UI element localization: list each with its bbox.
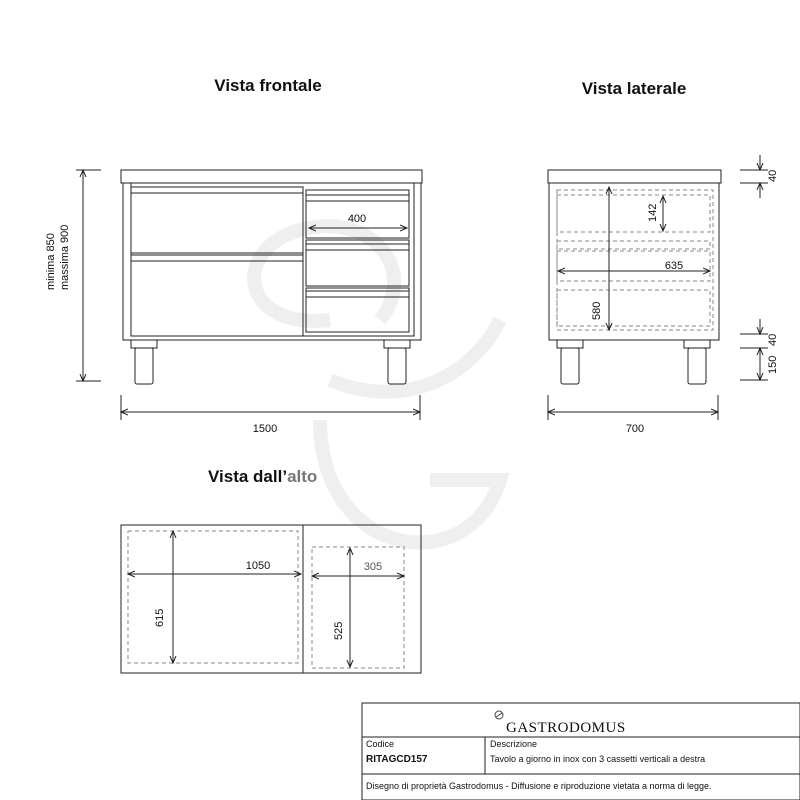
- top-view: [121, 467, 421, 673]
- side-dim-top: 40: [767, 169, 779, 182]
- description-value: Tavolo a giorno in inox con 3 cassetti verticali a destra: [490, 754, 706, 764]
- title-block: [362, 703, 800, 800]
- code-value: RITAGCD157: [366, 754, 428, 765]
- front-dim-width-lines: [121, 395, 420, 420]
- top-dim-open-width: 1050: [245, 560, 271, 572]
- side-view-hidden: [557, 190, 713, 330]
- front-dim-height-max: massima 900: [59, 224, 71, 290]
- side-dim-depth: 700: [625, 423, 645, 435]
- front-dim-drawer-width: 400: [347, 213, 367, 225]
- side-dim-drawer-height: 142: [647, 203, 659, 222]
- description-label: Descrizione: [490, 739, 538, 749]
- side-dim-inner-depth: 635: [664, 260, 684, 272]
- side-dim-shelf: 40: [767, 333, 779, 346]
- front-view-title: Vista frontale: [214, 76, 322, 95]
- front-dim-height-min: minima 850: [45, 233, 57, 290]
- top-dims-lines: [128, 531, 404, 667]
- front-dim-width: 1500: [252, 423, 278, 435]
- side-dim-legs: 150: [767, 355, 779, 374]
- top-view-title: Vista dall’alto: [208, 467, 318, 486]
- top-dim-drawer-width: 305: [363, 561, 383, 573]
- top-view-hidden: [128, 531, 404, 668]
- code-label: Codice: [366, 739, 395, 749]
- top-dim-open-depth: 615: [154, 608, 166, 627]
- side-view-title: Vista laterale: [581, 79, 687, 98]
- front-view-body: [121, 170, 422, 384]
- watermark-logo: [254, 226, 500, 542]
- top-dim-drawer-depth: 525: [333, 621, 345, 640]
- front-view: [45, 76, 422, 435]
- side-view: [548, 79, 779, 435]
- copyright-footer: Disegno di proprietà Gastrodomus - Diffusione e riproduzione vietata a norma di legge.: [366, 781, 712, 791]
- brand-name: GASTRODOMUS: [506, 720, 626, 736]
- brand-logo: [495, 711, 503, 719]
- front-dim-height-lines: [76, 170, 101, 381]
- side-view-body: [548, 170, 721, 384]
- side-dim-inner-height: 580: [591, 301, 603, 320]
